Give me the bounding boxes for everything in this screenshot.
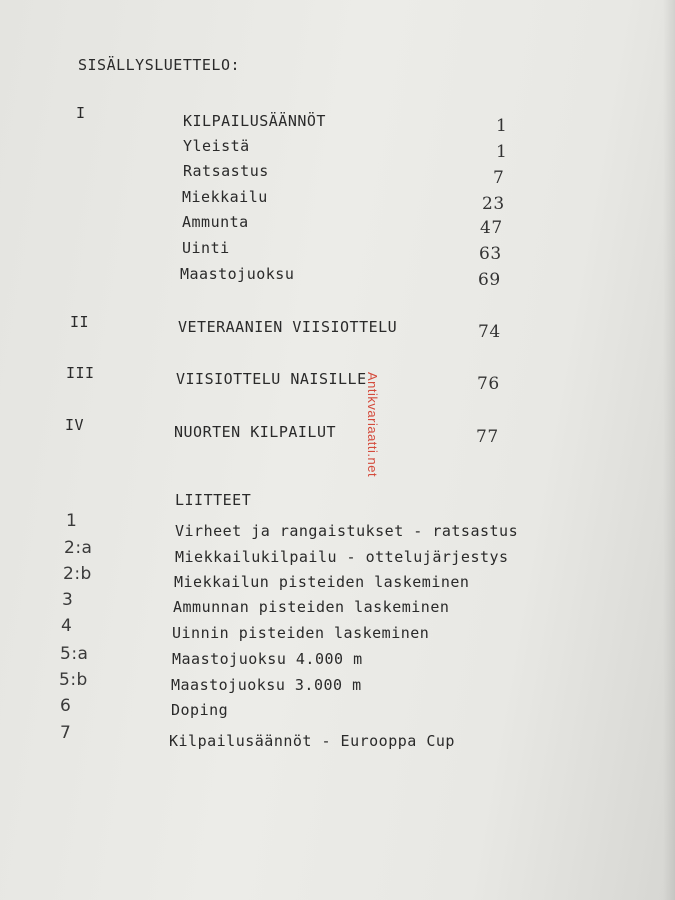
appendix-title: Miekkailun pisteiden laskeminen xyxy=(174,573,470,591)
section-page-number: 76 xyxy=(477,374,500,394)
section-page-number: 74 xyxy=(478,322,501,342)
appendix-title: Ammunnan pisteiden laskeminen xyxy=(173,598,450,616)
appendix-number: 1 xyxy=(66,511,78,531)
appendix-number: 7 xyxy=(60,723,72,743)
watermark: Antikvariaatti.net xyxy=(365,372,380,478)
appendix-title: Doping xyxy=(171,701,229,719)
section-page-number: 1 xyxy=(496,116,508,136)
subsection-page-number: 1 xyxy=(496,142,508,162)
appendix-heading: LIITTEET xyxy=(175,491,252,509)
appendix-title: Kilpailusäännöt - Eurooppa Cup xyxy=(169,732,455,750)
subsection-page-number: 23 xyxy=(482,194,505,214)
appendix-number: 6 xyxy=(60,696,72,716)
appendix-title: Miekkailukilpailu - ottelujärjestys xyxy=(175,548,509,566)
appendix-number: 5:a xyxy=(60,644,89,664)
subsection-page-number: 69 xyxy=(478,270,501,290)
section-roman-i: I xyxy=(76,104,86,122)
section-title-nuorten: NUORTEN KILPAILUT xyxy=(174,423,337,441)
subsection-page-number: 63 xyxy=(479,244,502,264)
section-title-kilpailusaannot: KILPAILUSÄÄNNÖT xyxy=(183,112,326,130)
appendix-title: Uinnin pisteiden laskeminen xyxy=(172,624,430,642)
subsection-title-miekkailu: Miekkailu xyxy=(182,188,268,206)
appendix-number: 3 xyxy=(62,590,74,610)
subsection-title-ammunta: Ammunta xyxy=(182,213,249,231)
section-title-veteraanien: VETERAANIEN VIISIOTTELU xyxy=(178,318,398,336)
subsection-title-maastojuoksu: Maastojuoksu xyxy=(180,265,295,283)
appendix-number: 5:b xyxy=(59,670,88,690)
subsection-page-number: 47 xyxy=(480,218,503,238)
section-roman-iii: III xyxy=(66,364,95,382)
section-title-naisille: VIISIOTTELU NAISILLE xyxy=(176,370,367,388)
toc-heading: SISÄLLYSLUETTELO: xyxy=(78,56,241,74)
appendix-title: Maastojuoksu 3.000 m xyxy=(171,676,362,694)
appendix-title: Virheet ja rangaistukset - ratsastus xyxy=(175,522,519,540)
appendix-number: 2:b xyxy=(63,564,92,584)
section-roman-ii: II xyxy=(70,313,90,331)
appendix-number: 2:a xyxy=(64,538,93,558)
section-page-number: 77 xyxy=(476,427,499,447)
appendix-title: Maastojuoksu 4.000 m xyxy=(172,650,363,668)
subsection-title-ratsastus: Ratsastus xyxy=(183,162,269,180)
subsection-title-yleista: Yleistä xyxy=(183,137,250,155)
subsection-title-uinti: Uinti xyxy=(182,239,230,257)
subsection-page-number: 7 xyxy=(493,168,505,188)
section-roman-iv: IV xyxy=(65,416,85,434)
page-edge-shadow xyxy=(663,0,675,900)
appendix-number: 4 xyxy=(61,616,73,636)
